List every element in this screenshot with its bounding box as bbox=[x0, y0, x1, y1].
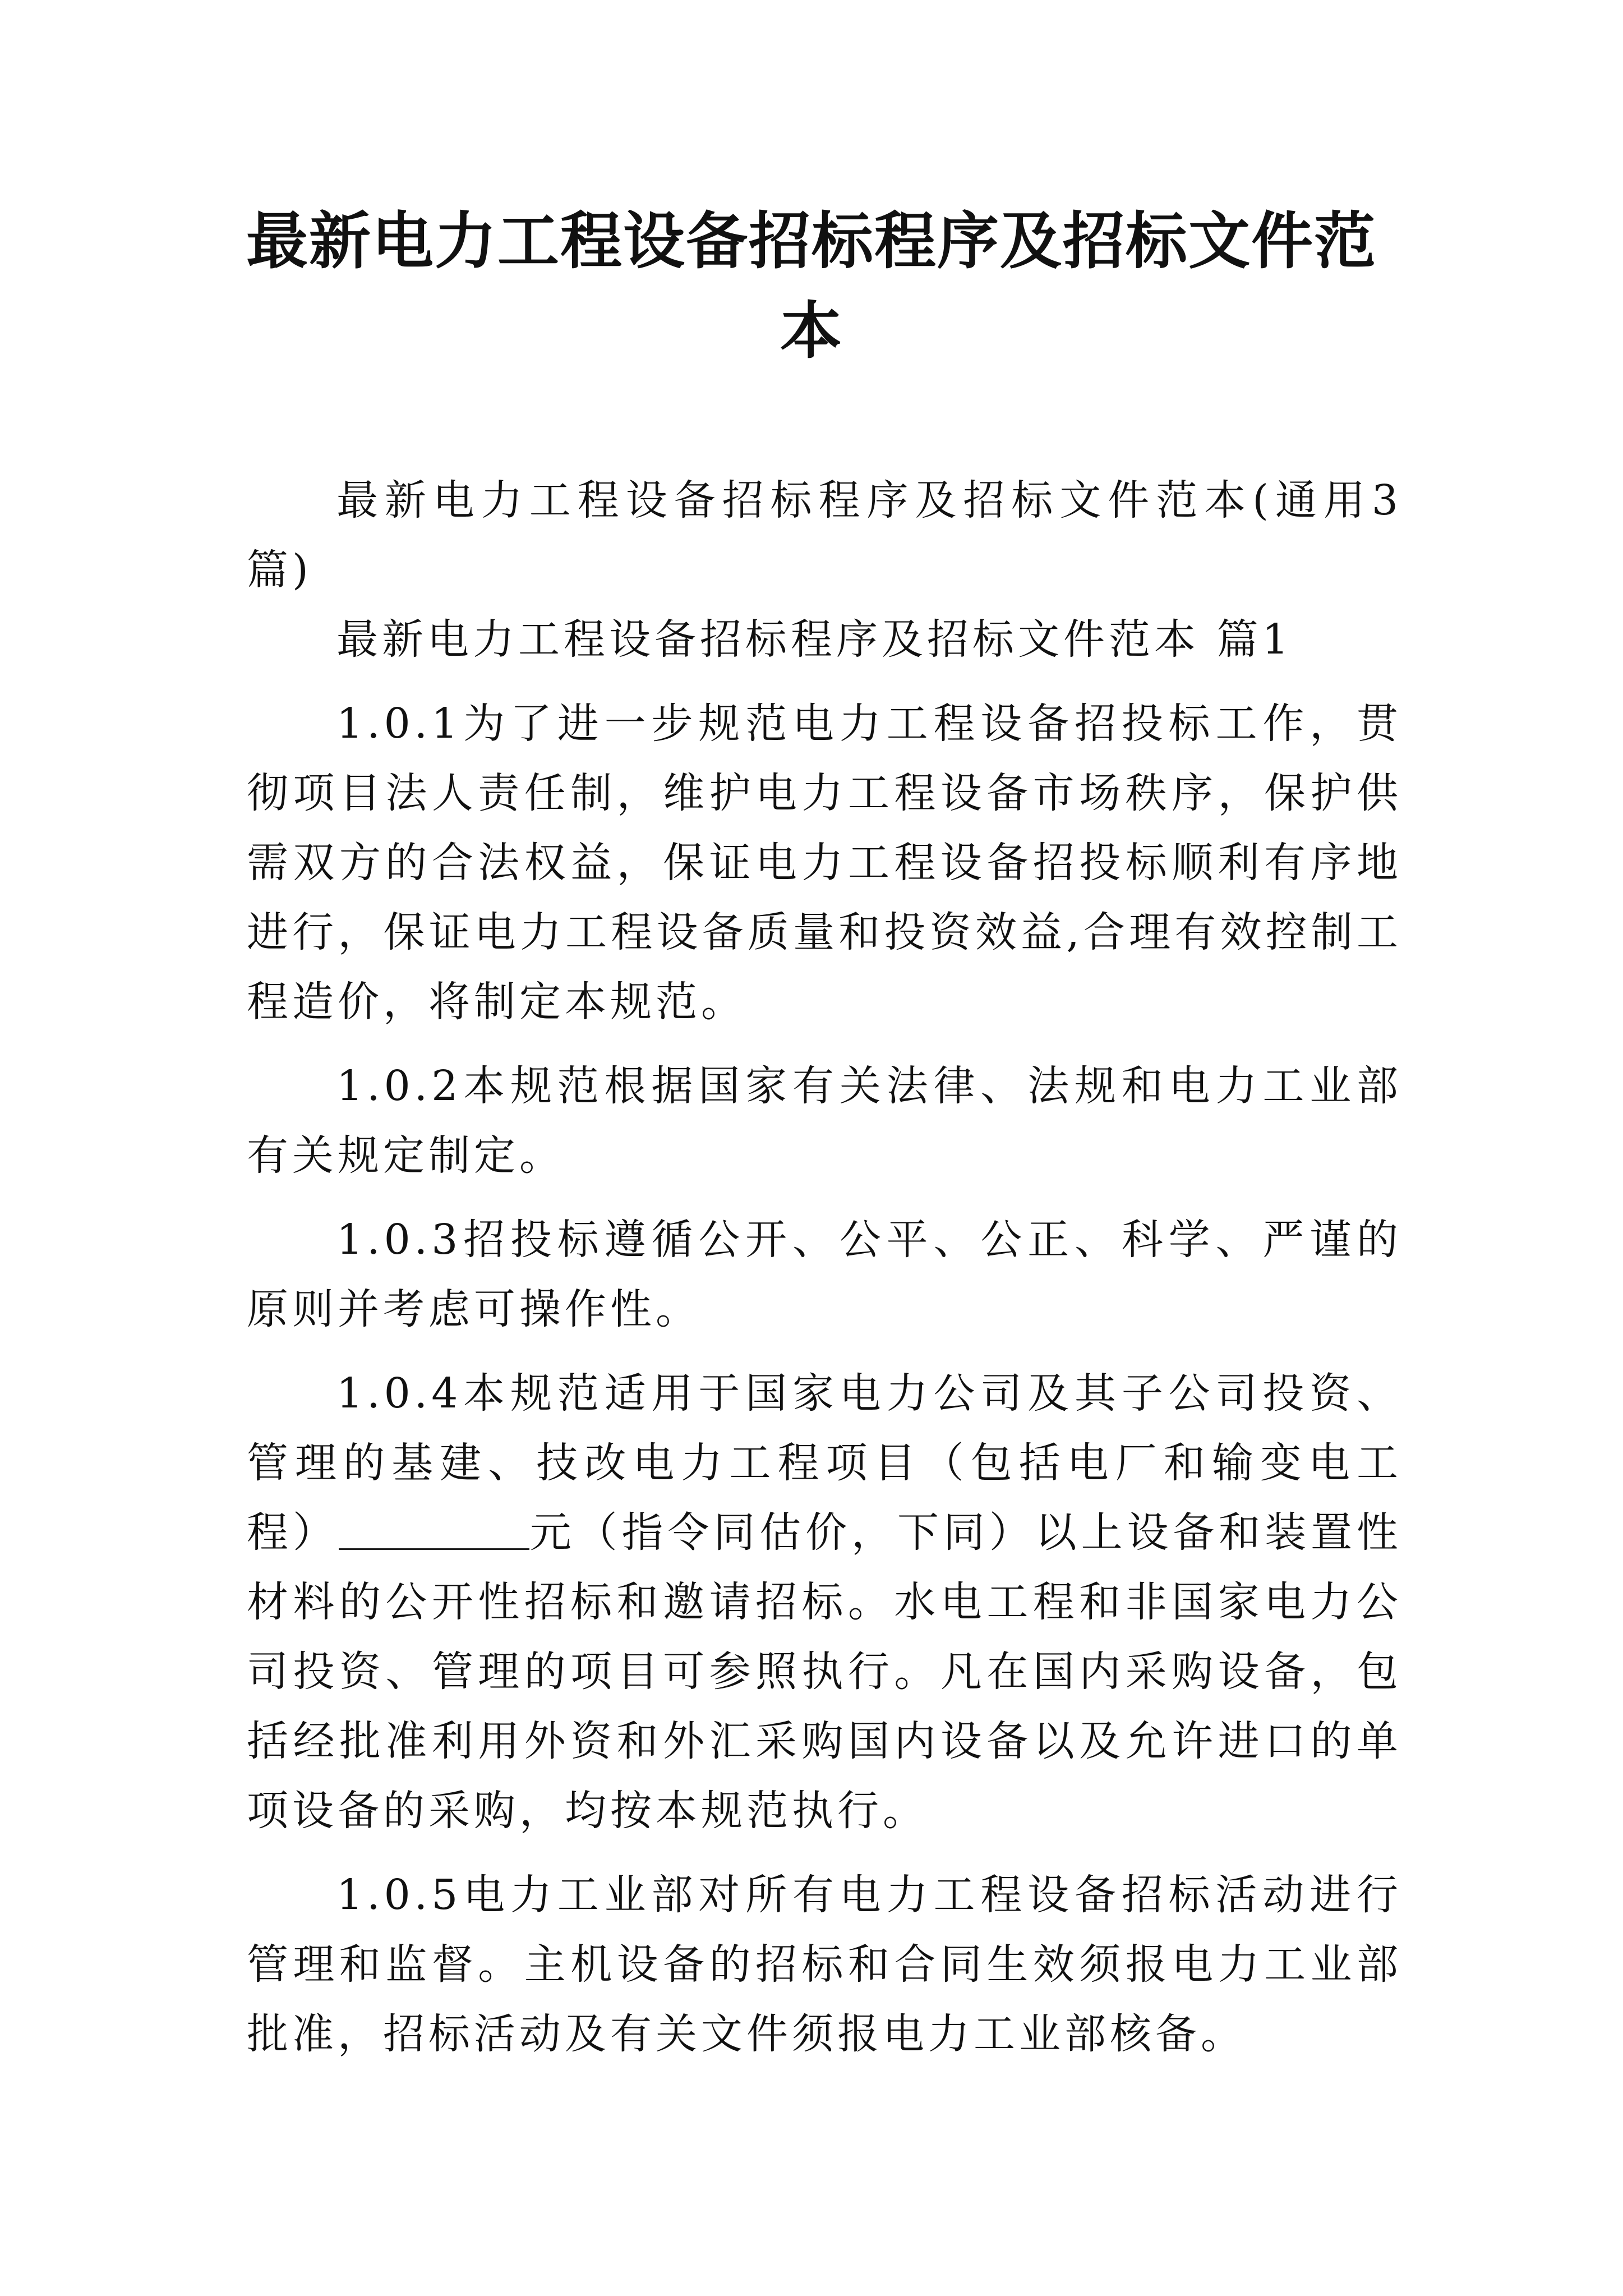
clause-1-0-4 bbox=[247, 1359, 1402, 1846]
collection-heading: 最新电力工程设备招标程序及招标文件范本(通用3篇) bbox=[247, 476, 1402, 594]
section-heading: 最新电力工程设备招标程序及招标文件范本 篇1 bbox=[336, 615, 1293, 664]
clause-1-0-2: 1.0.2本规范根据国家有关法律、法规和电力工业部有关规定制定。 bbox=[247, 1062, 1402, 1180]
clause-1-0-3: 1.0.3招投标遵循公开、公平、公正、科学、严谨的原则并考虑可操作性。 bbox=[247, 1216, 1402, 1333]
document-title-line-1: 最新电力工程设备招标程序及招标文件范 bbox=[246, 205, 1377, 277]
clause-1-0-4-continuation: 元（指令同估价，下同）以上设备和装置性材料的公开性招标和邀请招标。水电工程和非国家电力公司投资、管理的项目可参照执行。凡在国内采购设备，包括经批准利用外资和外汇采购国内设备以及允许进口的单项设备的采购，均按本规范执行。 bbox=[247, 1508, 1403, 1835]
fill-in-blank bbox=[339, 1509, 529, 1550]
clause-1-0-1: 1.0.1为了进一步规范电力工程设备招投标工作，贯彻项目法人责任制，维护电力工程设备市场秩序，保护供需双方的合法权益，保证电力工程设备招投标顺利有序地进行，保证电力工程设备质量和投资效益,合理有效控制工程造价，将制定本规范。 bbox=[247, 700, 1402, 1026]
document-title-line-2: 本 bbox=[780, 295, 843, 367]
clause-1-0-4-text: 1.0.4本规范适用于国家电力公司及其子公司投资、管理的基建、技改电力工程项目（包括电厂和输变电工程） bbox=[247, 1369, 1402, 1557]
clause-1-0-5: 1.0.5电力工业部对所有电力工程设备招标活动进行管理和监督。主机设备的招标和合同生效须报电力工业部批准，招标活动及有关文件须报电力工业部核备。 bbox=[247, 1871, 1402, 2058]
document-body bbox=[247, 466, 1402, 2069]
